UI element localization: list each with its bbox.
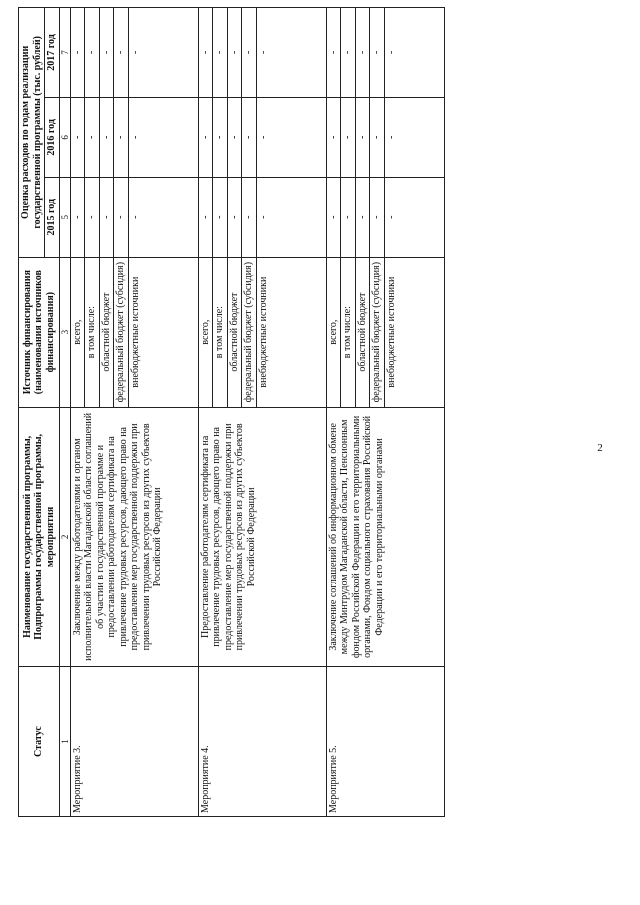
funding-source: внебюджетные источники [128,257,198,407]
funding-source: всего, [198,257,213,407]
cost-value: - [384,97,444,177]
cost-value: - [242,8,257,98]
table-body [70,8,444,817]
header-status: Статус [19,667,60,817]
header-estimate: Оценка расходов по годам реализации государственной программы (тыс. рублей) [19,8,45,258]
header-2015: 2015 год [45,177,60,257]
cost-value: - [256,97,326,177]
cost-value: - [70,97,85,177]
header-2017: 2017 год [45,8,60,98]
cost-value: - [355,97,370,177]
measure-name: Предоставление работодателям сертификата на привлечение трудовых ресурсов, дающего право на предоставление мер государственной поддержки при привлечении трудовых ресурсов из других субъектов Российской Федерации [198,407,326,667]
cost-value: - [355,177,370,257]
cost-value: - [128,8,198,98]
header-2016: 2016 год [45,97,60,177]
cost-value: - [213,8,228,98]
cost-value: - [227,97,242,177]
cost-value: - [355,8,370,98]
header-source: Источник финансирования (наименования источников финансирования) [19,257,60,407]
cost-value: - [128,97,198,177]
measure-name: Заключение соглашений об информационном обмене между Минтрудом Магаданской области, Пенсионным фондом Российской Федерации и его территориальными органами, Фондом социального страхования Российской Федерации и его территориальными органами [326,407,444,667]
header-name: Наименование государственной программы, Подпрограммы государственной программы, мероприятия [19,407,60,667]
cost-value: - [370,8,385,98]
cost-value: - [114,8,129,98]
funding-source: внебюджетные источники [384,257,444,407]
cost-value: - [341,177,356,257]
col-number: 7 [59,8,70,98]
cost-value: - [341,8,356,98]
table-row [70,8,85,817]
cost-value: - [99,97,114,177]
funding-source: в том числе: [341,257,356,407]
funding-source: в том числе: [85,257,100,407]
funding-source: областной бюджет [99,257,114,407]
cost-value: - [85,97,100,177]
funding-source: внебюджетные источники [256,257,326,407]
cost-value: - [370,177,385,257]
cost-value: - [198,177,213,257]
cost-value: - [384,177,444,257]
measure-status: Мероприятие 3. [70,667,198,817]
funding-source: всего, [70,257,85,407]
cost-value: - [326,97,341,177]
column-number-row [59,8,70,817]
cost-value: - [70,177,85,257]
cost-value: - [70,8,85,98]
funding-source: федеральный бюджет (субсидия) [114,257,129,407]
col-number: 6 [59,97,70,177]
cost-value: - [384,8,444,98]
cost-value: - [227,177,242,257]
col-number: 3 [59,257,70,407]
cost-value: - [114,97,129,177]
table-row [198,8,213,817]
cost-value: - [256,8,326,98]
program-table [18,7,445,817]
funding-source: федеральный бюджет (субсидия) [242,257,257,407]
cost-value: - [85,177,100,257]
funding-source: в том числе: [213,257,228,407]
cost-value: - [256,177,326,257]
cost-value: - [341,97,356,177]
measure-status: Мероприятие 4. [198,667,326,817]
cost-value: - [326,177,341,257]
cost-value: - [85,8,100,98]
cost-value: - [99,8,114,98]
col-number: 1 [59,667,70,817]
funding-source: областной бюджет [227,257,242,407]
funding-source: областной бюджет [355,257,370,407]
cost-value: - [213,177,228,257]
cost-value: - [242,97,257,177]
measure-status: Мероприятие 5. [326,667,444,817]
col-number: 2 [59,407,70,667]
cost-value: - [114,177,129,257]
cost-value: - [242,177,257,257]
measure-name: Заключение между работодателями и органом исполнительной власти Магаданской области соглашений об участии в государственной программе и предоставлении работодателям сертификата на привлечение трудовых ресурсов, дающего право на предоставление мер государственной поддержки при привлечении трудовых ресурсов из других субъектов Российской Федерации [70,407,198,667]
page-number: 2 [597,442,603,454]
cost-value: - [198,8,213,98]
col-number: 5 [59,177,70,257]
funding-source: всего, [326,257,341,407]
cost-value: - [213,97,228,177]
funding-source: федеральный бюджет (субсидия) [370,257,385,407]
cost-value: - [128,177,198,257]
cost-value: - [99,177,114,257]
table-row [326,8,341,817]
cost-value: - [326,8,341,98]
cost-value: - [198,97,213,177]
cost-value: - [227,8,242,98]
cost-value: - [370,97,385,177]
